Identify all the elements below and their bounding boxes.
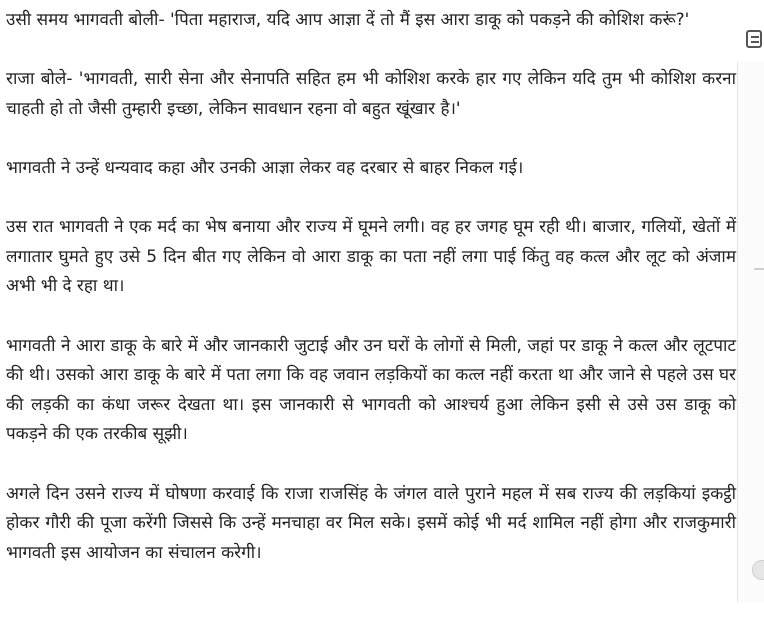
paragraph-1: उसी समय भागवती बोली- 'पिता महाराज, यदि आप आज्ञा दें तो मैं इस आरा डाकू को पकड़ने की कोशिश करूं?' bbox=[6, 10, 690, 30]
paragraph-5: भागवती ने आरा डाकू के बारे में और जानकारी जुटाई और उन घरों के लोगों से मिली, जहां पर डाकू ने कत्ल और लूटपाट की थी। उसको आरा डाकू के बारे में पता लगा कि वह जवान लड़कियों का कत्ल नहीं करता था और जाने से पहले उस घर की लड़की का कंधा जरूर देखता था। इस जानकारी से भागवती को आश्चर्य हुआ लेकिन इसी से उसे उस डाकू को पकड़ने की एक तरकीब सूझी। bbox=[6, 335, 736, 445]
paragraph-3: भागवती ने उन्हें धन्यवाद कहा और उनकी आज्ञा लेकर वह दरबार से बाहर निकल गई। bbox=[6, 157, 524, 178]
paragraph-2: राजा बोले- 'भागवती, सारी सेना और सेनापति सहित हम भी कोशिश करके हार गए लेकिन यदि तुम भी कोशिश करना चाहती हो तो जैसी तुम्हारी इच्छा, लेकिन सावधान रहना वो बहुत खूंखार है।' bbox=[6, 69, 736, 119]
list-icon[interactable] bbox=[746, 30, 762, 48]
right-sidebar bbox=[738, 0, 764, 622]
paragraph-6: अगले दिन उसने राज्य में घोषणा करवाई कि राजा राजसिंह के जंगल वाले पुराने महल में सब राज्य की लड़कियां इकट्ठी होकर गौरी की पूजा करेंगी जिससे कि उन्हें मनचाहा वर मिल सके। इसमें कोई भी मर्द शामिल नहीं होगा और राजकुमारी भागवती इस आयोजन का संचालन करेगी। bbox=[6, 483, 736, 563]
sidebar-panel bbox=[737, 62, 764, 602]
paragraph-4: उस रात भागवती ने एक मर्द का भेष बनाया और राज्य में घूमने लगी। वह हर जगह घूम रही थी। बाजार, गलियों, खेतों में लगातार घुमते हुए उसे 5 दिन बीत गए लेकिन वो आरा डाकू का पता नहीं लगा पाई किंतु वह कत्ल और लूट को अंजाम अभी भी दे रहा था। bbox=[6, 217, 736, 297]
sidebar-divider bbox=[754, 268, 764, 270]
article-body bbox=[6, 0, 736, 598]
